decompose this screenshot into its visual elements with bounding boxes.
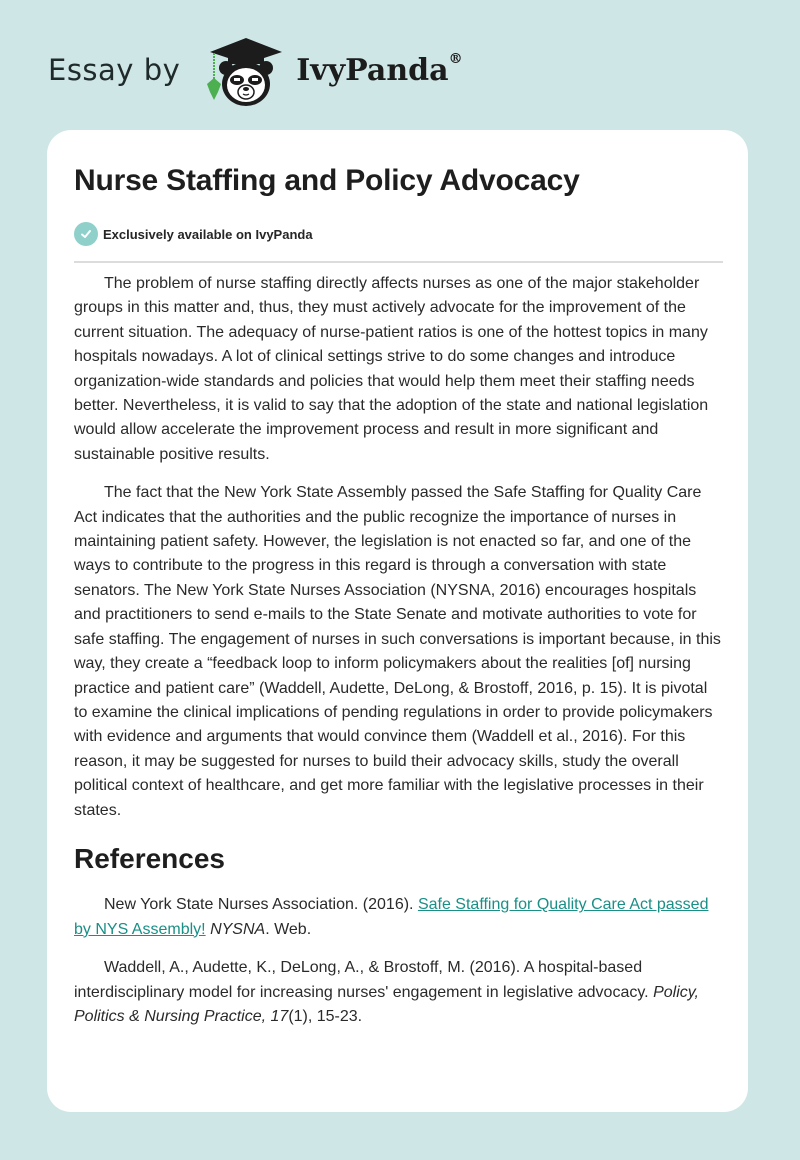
check-circle-icon [74,222,98,246]
reference-text: Waddell, A., Audette, K., DeLong, A., & Brostoff, M. (2016). A hospital-based interdisciplinary model for increasing nurses' engagement in legislative advocacy. [74,959,654,1001]
brand-name: IvyPanda [296,52,449,88]
reference-item [74,893,724,942]
essay-card [47,130,748,1112]
reference-link[interactable]: Safe Staffing for Quality Care Act passed by NYS Assembly! [74,896,709,938]
reference-text: . Web. [265,920,312,938]
exclusive-badge-text: Exclusively available on IvyPanda [103,226,313,242]
registered-mark: ® [448,50,463,67]
page-title: Nurse Staffing and Policy Advocacy [74,164,580,197]
reference-text: New York State Nurses Association. (2016). [104,896,418,914]
paragraph: The problem of nurse staffing directly affects nurses as one of the major stakeholder groups in this matter and, thus, they must actively advocate for the improvement of the current situation. The adequacy of nurse-patient ratios is one of the hottest topics in many hospitals nowadays. A lot of clinical settings strive to do some changes and introduce organization-wide standards and policies that would help them meet their staffing needs better. Nevertheless, it is valid to say that the adoption of the state and national legislation would allow accelerate the improvement process and result in more significant and sustainable positive results. [74,275,709,463]
references-heading: References [74,842,225,874]
reference-source: NYSNA [210,920,266,938]
brand-logo-text[interactable] [296,50,463,88]
paragraph: The fact that the New York State Assembly passed the Safe Staffing for Quality Care Act indicates that the authorities and the public recognize the importance of nurses in maintaining patient safety. However, the legislation is not enacted so far, and one of the ways to contribute to the progress in this regard is through a conversation with state senators. The New York State Nurses Association (NYSNA, 2016) encourages hospitals and practitioners to send e-mails to the State Senate and motivate authorities to vote for safe staffing. The engagement of nurses in such conversations is important because, in this way, they create a “feedback loop to inform policymakers about the realities [of] nursing practice and patient care” (Waddell, Audette, DeLong, & Brostoff, 2016, p. 15). It is pivotal to examine the clinical implications of pending regulations in order to provide policymakers with evidence and arguments that would convince them (Waddell et al., 2016). For this reason, it may be suggested for nurses to build their advocacy skills, study the overall political context of healthcare, and get more familiar with the legislative processes in their states. [74,484,721,819]
panda-graduate-icon [198,30,290,110]
reference-item [74,956,724,1029]
exclusive-badge [74,222,313,246]
reference-text: (1), 15-23. [288,1007,363,1025]
essay-body [74,272,724,1043]
divider [74,261,723,263]
essay-by-label: Essay by [48,53,181,87]
reference-journal: Policy, Politics & Nursing Practice, 17 [74,983,699,1025]
site-header [48,30,463,110]
